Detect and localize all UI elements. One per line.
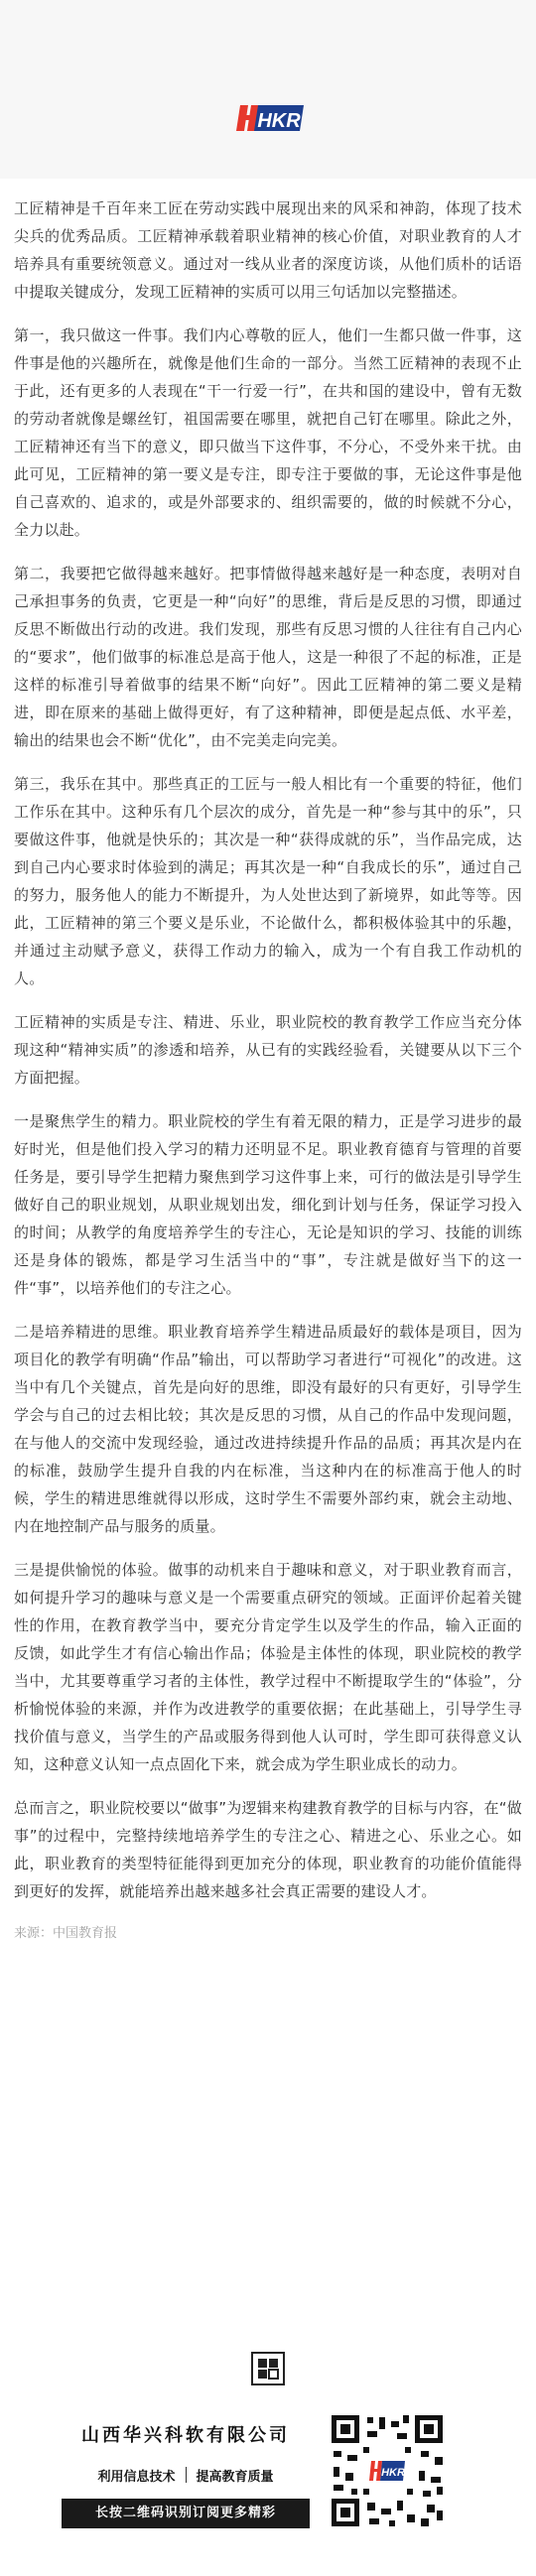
hkr-logo-icon (234, 101, 304, 135)
paragraph-point-three: 三是提供愉悦的体验。做事的动机来自于趣味和意义，对于职业教育而言，如何提升学习的趣味与意义是一个需要重点研究的领域。正面评价起着关键性的作用，在教育教学当中，要充分肯定学生以及学生的作品，输入正面的反馈，如此学生才有信心输出作品；体验是主体性的体现，职业院校的教学当中，尤其要尊重学习者的主体性，教学过程中不断提取学生的“体验”，分析愉悦体验的来源，并作为改进教学的重要依据；在此基础上，引导学生寻找价值与意义，当学生的产品或服务得到他人认可时，学生即可获得意义认知，这种意义认知一点点固化下来，就会成为学生职业成长的动力。 (14, 1561, 522, 1773)
qr-logo-text: HKR (381, 2467, 405, 2479)
footer (0, 2352, 536, 2576)
paragraph-first: 第一，我只做这一件事。我们内心尊敬的匠人，他们一生都只做一件事，这件事是他的兴趣所在，就像是他们生命的一部分。当然工匠精神的表现不止于此，还有更多的人表现在“干一行爱一行”，在共和国的建设中，曾有无数的劳动者就像是螺丝钉，祖国需要在哪里，就把自己钉在哪里。除此之外，工匠精神还有当下的意义，即只做当下这件事，不分心，不受外来干扰。由此可见，工匠精神的第一要义是专注，即专注于要做的事，无论这件事是他自己喜欢的、追求的，或是外部要求的、组织需要的，做的时候就不分心，全力以赴。 (14, 326, 522, 539)
subscribe-cta: 长按二维码识别订阅更多精彩 (62, 2499, 310, 2528)
company-name: 山西华兴科软有限公司 (81, 2425, 290, 2446)
square-grid-icon (251, 2352, 285, 2385)
qr-code-icon[interactable] (328, 2411, 447, 2530)
paragraph-second: 第二，我要把它做得越来越好。把事情做得越来越好是一种态度，表明对自己承担事务的负责，它更是一种“向好”的思维，背后是反思的习惯，即通过反思不断做出行动的改进。我们发现，那些有反思习惯的人往往有自己内心的“要求”，他们做事的标准总是高于他人，这是一种很了不起的标准，正是这样的标准引导着做事的结果不断“向好”。因此工匠精神的第二要义是精进，即在原来的基础上做得更好，有了这种精神，即便是起点低、水平差，输出的结果也会不断“优化”，由不完美走向完美。 (14, 565, 522, 749)
slogan-row (62, 2463, 310, 2487)
paragraph-essence: 工匠精神的实质是专注、精进、乐业，职业院校的教育教学工作应当充分体现这种“精神实质”的渗透和培养，从已有的实践经验看，关键要从以下三个方面把握。 (14, 1013, 522, 1087)
paragraph-point-one: 一是聚焦学生的精力。职业院校的学生有着无限的精力，正是学习进步的最好时光，但是他们投入学习的精力还明显不足。职业教育德育与管理的首要任务是，要引导学生把精力聚焦到学习这件事上来，可行的做法是引导学生做好自己的职业规划，从职业规划出发，细化到计划与任务，保证学习投入的时间；从教学的角度培养学生的专注心，无论是知识的学习、技能的训练还是身体的锻炼，都是学习生活当中的“事”，专注就是做好当下的这一件“事”，以培养他们的专注之心。 (14, 1112, 522, 1297)
paragraph-intro: 工匠精神是千百年来工匠在劳动实践中展现出来的风采和神韵，体现了技术尖兵的优秀品质。工匠精神承载着职业精神的核心价值，对职业教育的人才培养具有重要统领意义。通过对一线从业者的深度访谈，从他们质朴的话语中提取关键成分，发现工匠精神的实质可以用三句话加以完整描述。 (14, 199, 522, 301)
header-banner (0, 0, 536, 179)
source-note: 来源：中国教育报 (14, 1926, 118, 1941)
slogan-left: 利用信息技术 (97, 2469, 176, 2485)
logo-text: HKR (257, 110, 301, 132)
paragraph-conclusion: 总而言之，职业院校要以“做事”为逻辑来构建教育教学的目标与内容，在“做事”的过程中，完整持续地培养学生的专注之心、精进之心、乐业之心。如此，职业教育的类型特征能得到更加充分的体现，职业教育的功能价值能得到更好的发挥，就能培养出越来越多社会真正需要的建设人才。 (14, 1799, 522, 1900)
paragraph-third: 第三，我乐在其中。那些真正的工匠与一般人相比有一个重要的特征，他们工作乐在其中。这种乐有几个层次的成分，首先是一种“参与其中的乐”，只要做这件事，他就是快乐的；其次是一种“获得成就的乐”，当作品完成，达到自己内心要求时体验到的满足；再其次是一种“自我成长的乐”，通过自己的努力，服务他人的能力不断提升，为人处世达到了新境界，如此等等。因此，工匠精神的第三个要义是乐业，不论做什么，都积极体验其中的乐趣，并通过主动赋予意义，获得工作动力的输入，成为一个有自我工作动机的人。 (14, 775, 522, 987)
paragraph-point-two: 二是培养精进的思维。职业教育培养学生精进品质最好的载体是项目，因为项目化的教学有明确“作品”输出，可以帮助学习者进行“可视化”的改进。这当中有几个关键点，首先是向好的思维，即没有最好的只有更好，引导学生学会与自己的过去相比较；其次是反思的习惯，从自己的作品中发现问题，在与他人的交流中发现经验，通过改进持续提升作品的品质；再其次是内在的标准，鼓励学生提升自我的内在标准，当这种内在的标准高于他人的时候，学生的精进思维就得以形成，这时学生不需要外部约束，就会主动地、内在地控制产品与服务的质量。 (14, 1323, 522, 1535)
slogan-divider (186, 2467, 187, 2483)
article-body (14, 194, 522, 1945)
slogan-right: 提高教育质量 (196, 2469, 274, 2485)
